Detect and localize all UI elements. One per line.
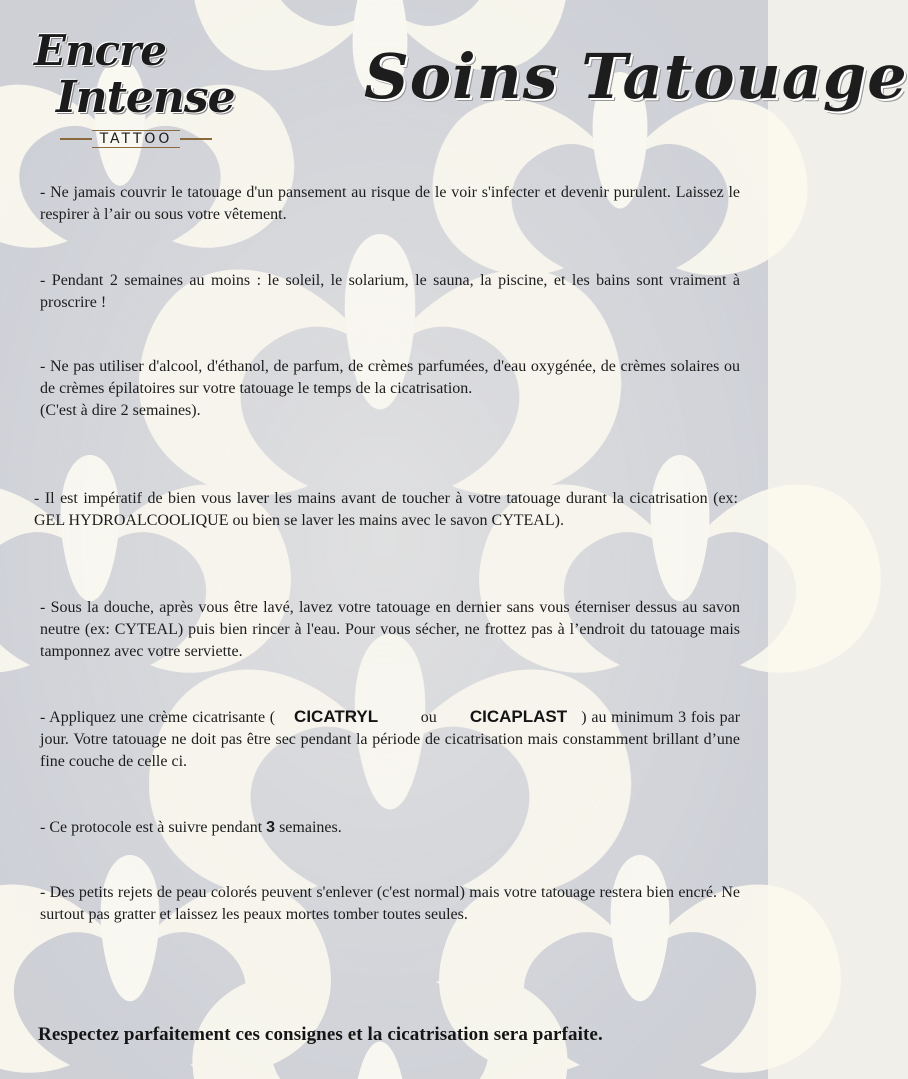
instruction-duration-note: (C'est à dire 2 semaines). (40, 402, 201, 419)
cream-dosage-text: ) au minimum 3 fois par jour. Votre tatouage ne doit pas être sec pendant la période de cicatrisation mais constamment brillant d’une fine couche de celle ci. (40, 709, 741, 770)
logo-left-rule (60, 138, 92, 140)
instruction-avoid-sun (40, 270, 740, 314)
product-cicaplast: CICAPLAST (469, 707, 568, 726)
logo-tattoo-label: TATTOO (92, 130, 181, 148)
instruction-text: - Des petits rejets de peau colorés peuvent s'enlever (c'est normal) mais votre tatouage restera bien encré. Ne surtout pas gratter et laissez les peaux mortes tomber toutes seules. (40, 884, 740, 923)
instruction-text: - Ne pas utiliser d'alcool, d'éthanol, de parfum, de crèmes parfumées, d'eau oxygénée, de crèmes solaires ou de crèmes épilatoires sur votre tatouage le temps de la cicatrisation. (40, 358, 740, 397)
instruction-text (40, 706, 740, 773)
protocol-text-after: semaines. (275, 819, 342, 836)
logo-word-encre: Encre (34, 26, 166, 75)
cream-intro-text: - Appliquez une crème cicatrisante ( (40, 709, 280, 726)
cream-or-text: ou (420, 709, 437, 726)
product-cicatryl: CICATRYL (294, 707, 379, 726)
protocol-weeks-number: 3 (266, 819, 276, 836)
instruction-text: - Pendant 2 semaines au moins : le soleil, le solarium, le sauna, la piscine, et les bains sont vraiment à proscrire ! (40, 272, 740, 311)
protocol-text-before: - Ce protocole est à suivre pendant (40, 819, 267, 836)
instruction-no-products (40, 356, 740, 422)
instruction-skin-peeling (40, 882, 740, 926)
instruction-text: - Ne jamais couvrir le tatouage d'un pansement au risque de le voir s'infecter et devenir purulent. Laissez le respirer à l’air ou sous votre vêtement. (40, 184, 740, 223)
logo-tattoo-banner (60, 128, 212, 150)
instruction-shower (40, 597, 740, 663)
instruction-text: - Il est impératif de bien vous laver les mains avant de toucher à votre tatouage durant la cicatrisation (ex: GEL HYDROALCOOLIQUE ou bien se laver les mains avec le savon CYTEAL). (34, 490, 738, 529)
instruction-protocol-duration (40, 817, 740, 839)
instruction-text (40, 817, 740, 839)
logo-word-intense: Intense (56, 72, 235, 123)
instruction-no-bandage (40, 182, 740, 226)
instruction-healing-cream (40, 706, 740, 773)
encre-intense-logo (34, 24, 235, 154)
instruction-text: - Sous la douche, après vous être lavé, lavez votre tatouage en dernier sans vous éterniser dessus au savon neutre (ex: CYTEAL) puis bien rincer à l'eau. Pour vous sécher, ne frottez pas à l’endroit du tatouage mais tamponnez avec votre serviette. (40, 599, 740, 660)
logo-right-rule (180, 138, 212, 140)
page-title: Soins Tatouage (364, 40, 908, 113)
closing-reminder: Respectez parfaitement ces consignes et la cicatrisation sera parfaite. (38, 1024, 603, 1045)
instruction-wash-hands (34, 488, 738, 532)
